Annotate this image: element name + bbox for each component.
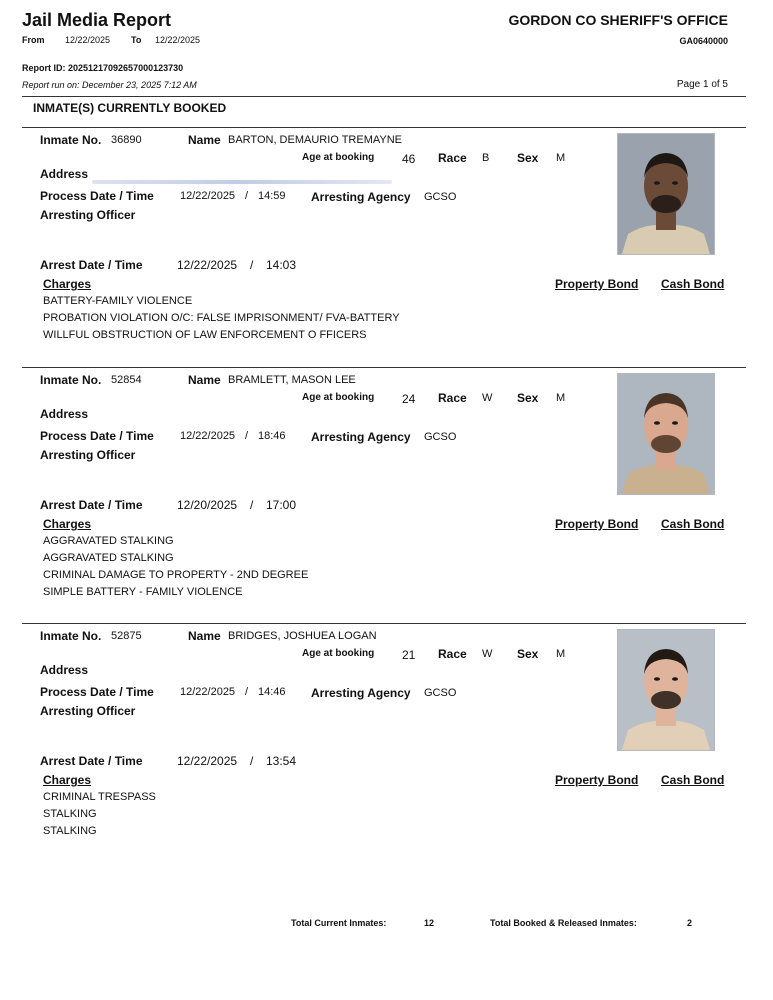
charge-item: AGGRAVATED STALKING (43, 535, 174, 547)
agency-label: Arresting Agency (311, 190, 411, 204)
name-label: Name (188, 373, 221, 387)
inmate-record (0, 626, 773, 866)
age-label: Age at booking (302, 392, 375, 403)
agency-label: Arresting Agency (311, 686, 411, 700)
header-divider (22, 96, 746, 97)
race-value: B (482, 152, 490, 164)
address-label: Address (40, 167, 89, 181)
to-label: To (131, 35, 142, 45)
process-label: Process Date / Time (40, 189, 154, 203)
inmate-divider (22, 367, 746, 368)
sex-value: M (556, 392, 566, 404)
report-id: Report ID: 20251217092657000123730 (22, 63, 184, 73)
sex-value: M (556, 648, 566, 660)
sex-label: Sex (517, 151, 539, 165)
charge-item: AGGRAVATED STALKING (43, 552, 174, 564)
arrest-time: 14:03 (266, 258, 297, 272)
charge-item: BATTERY-FAMILY VIOLENCE (43, 295, 193, 307)
arrest-slash: / (250, 498, 254, 512)
sex-label: Sex (517, 391, 539, 405)
charge-item: STALKING (43, 808, 97, 820)
arrest-date: 12/22/2025 (177, 258, 238, 272)
name-label: Name (188, 629, 221, 643)
mugshot-image (618, 630, 714, 750)
inmate-photo (617, 133, 715, 255)
arrest-label: Arrest Date / Time (40, 754, 143, 768)
process-date: 12/22/2025 (180, 190, 236, 202)
sex-value: M (556, 152, 566, 164)
inmate-name: BRAMLETT, MASON LEE (228, 374, 356, 386)
inmate-divider (22, 623, 746, 624)
inmate-no-label: Inmate No. (40, 133, 102, 147)
inmate-name: BARTON, DEMAURIO TREMAYNE (228, 134, 402, 146)
agency-value: GCSO (424, 687, 457, 699)
inmate-record (0, 130, 773, 370)
process-time: 14:59 (258, 190, 286, 202)
charges-label: Charges (43, 773, 92, 787)
mugshot-image (618, 134, 714, 254)
race-value: W (482, 648, 493, 660)
cash-bond-label: Cash Bond (661, 773, 725, 787)
age-label: Age at booking (302, 152, 375, 163)
process-slash: / (245, 430, 249, 442)
age-label: Age at booking (302, 648, 375, 659)
page-indicator: Page 1 of 5 (676, 79, 728, 90)
race-label: Race (438, 151, 467, 165)
to-date: 12/22/2025 (155, 35, 201, 45)
process-slash: / (245, 686, 249, 698)
officer-label: Arresting Officer (40, 704, 136, 718)
total-current-value: 12 (424, 918, 435, 928)
inmate-no-label: Inmate No. (40, 373, 102, 387)
race-label: Race (438, 647, 467, 661)
inmate-name: BRIDGES, JOSHUEA LOGAN (228, 630, 377, 642)
process-time: 18:46 (258, 430, 286, 442)
inmate-no-label: Inmate No. (40, 629, 102, 643)
inmate-number: 52854 (111, 374, 142, 386)
arrest-slash: / (250, 258, 254, 272)
inmate-photo (617, 629, 715, 751)
address-label: Address (40, 407, 89, 421)
officer-label: Arresting Officer (40, 208, 136, 222)
process-date: 12/22/2025 (180, 430, 236, 442)
agency-code: GA0640000 (679, 36, 728, 46)
total-released-value: 2 (687, 918, 693, 928)
from-date: 12/22/2025 (65, 35, 111, 45)
sex-label: Sex (517, 647, 539, 661)
charge-item: WILLFUL OBSTRUCTION OF LAW ENFORCEMENT O FFICERS (43, 329, 367, 341)
age-value: 46 (402, 152, 416, 166)
total-current-label: Total Current Inmates: (291, 918, 387, 928)
officer-label: Arresting Officer (40, 448, 136, 462)
process-slash: / (245, 190, 249, 202)
report-title: Jail Media Report (22, 10, 172, 30)
process-time: 14:46 (258, 686, 286, 698)
process-label: Process Date / Time (40, 429, 154, 443)
address-label: Address (40, 663, 89, 677)
arrest-time: 13:54 (266, 754, 297, 768)
mugshot-image (618, 374, 714, 494)
property-bond-label: Property Bond (555, 517, 639, 531)
race-label: Race (438, 391, 467, 405)
agency-value: GCSO (424, 191, 457, 203)
age-value: 24 (402, 392, 416, 406)
process-date: 12/22/2025 (180, 686, 236, 698)
charge-item: SIMPLE BATTERY - FAMILY VIOLENCE (43, 586, 243, 598)
arrest-date: 12/20/2025 (177, 498, 238, 512)
inmate-number: 36890 (111, 134, 142, 146)
sheriff-office-name: GORDON CO SHERIFF'S OFFICE (508, 12, 728, 28)
inmate-photo (617, 373, 715, 495)
total-released-label: Total Booked & Released Inmates: (490, 918, 637, 928)
name-label: Name (188, 133, 221, 147)
section-divider (22, 127, 746, 128)
race-value: W (482, 392, 493, 404)
charges-label: Charges (43, 517, 92, 531)
charge-item: CRIMINAL DAMAGE TO PROPERTY - 2ND DEGREE (43, 569, 309, 581)
redacted-address (92, 180, 392, 184)
arrest-time: 17:00 (266, 498, 297, 512)
arrest-label: Arrest Date / Time (40, 258, 143, 272)
charge-item: STALKING (43, 825, 97, 837)
inmate-number: 52875 (111, 630, 142, 642)
charges-label: Charges (43, 277, 92, 291)
section-title: INMATE(S) CURRENTLY BOOKED (33, 101, 227, 115)
agency-label: Arresting Agency (311, 430, 411, 444)
property-bond-label: Property Bond (555, 277, 639, 291)
agency-value: GCSO (424, 431, 457, 443)
arrest-slash: / (250, 754, 254, 768)
arrest-date: 12/22/2025 (177, 754, 238, 768)
process-label: Process Date / Time (40, 685, 154, 699)
report-run-on: Report run on: December 23, 2025 7:12 AM (22, 80, 197, 90)
from-label: From (22, 35, 45, 45)
charge-item: CRIMINAL TRESPASS (43, 791, 156, 803)
charge-item: PROBATION VIOLATION O/C: FALSE IMPRISONMENT/ FVA-BATTERY (43, 312, 400, 324)
property-bond-label: Property Bond (555, 773, 639, 787)
arrest-label: Arrest Date / Time (40, 498, 143, 512)
cash-bond-label: Cash Bond (661, 517, 725, 531)
cash-bond-label: Cash Bond (661, 277, 725, 291)
age-value: 21 (402, 648, 416, 662)
inmate-record (0, 370, 773, 610)
